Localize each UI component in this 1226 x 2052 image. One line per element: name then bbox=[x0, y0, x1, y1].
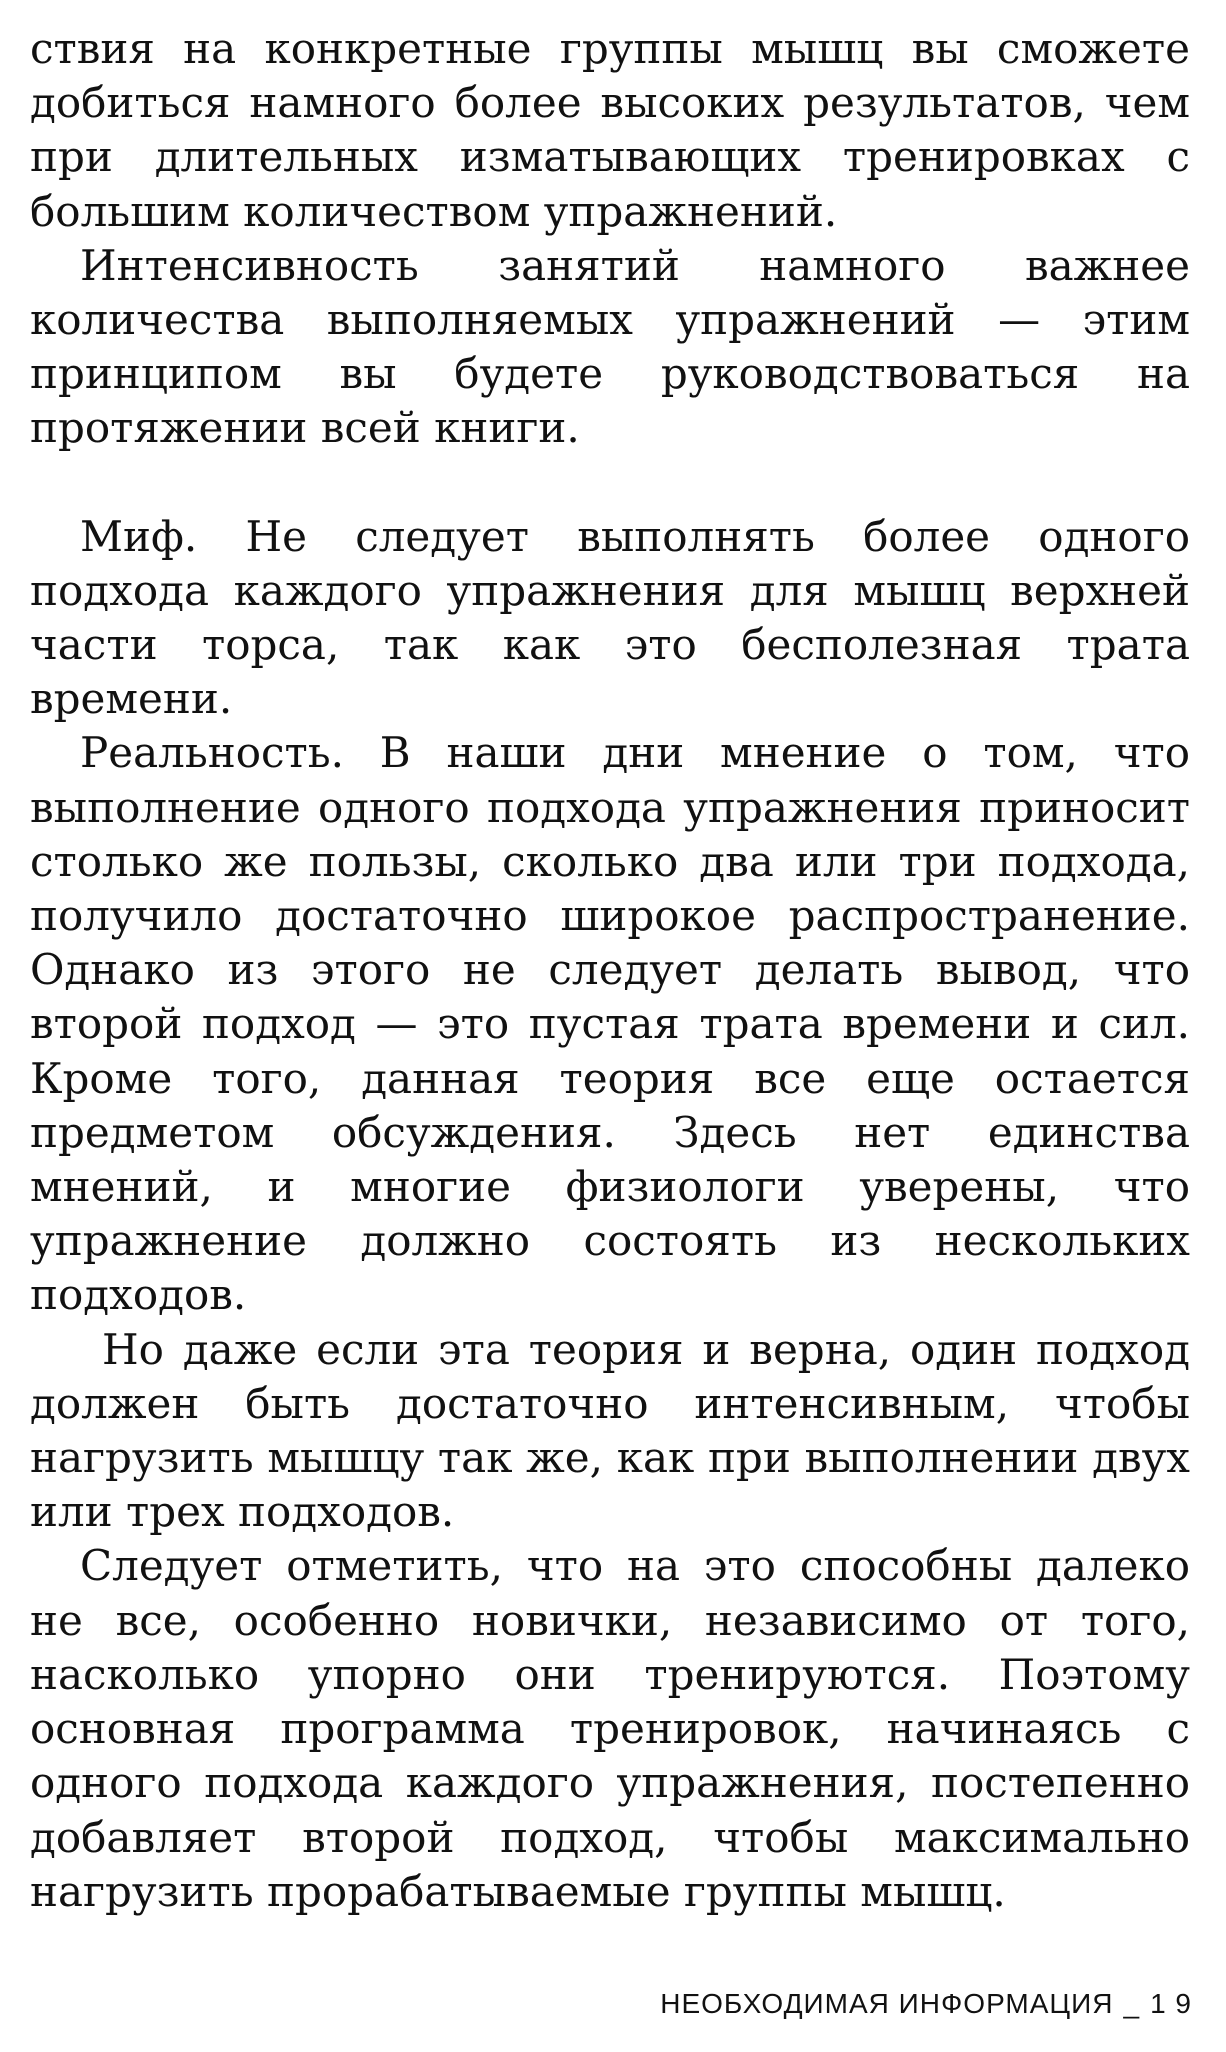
paragraph-myth: Миф. Не следует выполнять более одного подхода каждого упражнения для мышц верхней части торса, так как это бесполезная трата времени. bbox=[30, 511, 1190, 724]
footer-separator: _ bbox=[1123, 1988, 1141, 2019]
page-body bbox=[30, 22, 1190, 1919]
paragraph-note: Следует отметить, что на это способны далеко не все, особенно новички, независимо от того, насколько упорно они тренируются. Поэтому основная программа тренировок, начинаясь с одного подхода каждого упражнения, постепенно добавляет второй подход, чтобы максимально нагрузить прорабатываемые группы мышц. bbox=[30, 1541, 1190, 1916]
page-number: 1 9 bbox=[1150, 1988, 1192, 2019]
footer-section-title: НЕОБХОДИМАЯ ИНФОРМАЦИЯ bbox=[660, 1988, 1114, 2019]
paragraph-even-if: Но даже если эта теория и верна, один подход должен быть достаточно интенсивным, чтобы нагрузить мышцу так же, как при выполнении двух или трех подходов. bbox=[30, 1324, 1190, 1537]
paragraph-intensity: Интенсивность занятий намного важнее количества выполняемых упражнений — этим принципом вы будете руководствоваться на протяжении всей книги. bbox=[30, 240, 1190, 453]
paragraph-continuation: ствия на конкретные группы мышц вы сможете добиться намного более высоких результатов, чем при длительных изматывающих тренировках с большим количеством упражнений. bbox=[30, 24, 1190, 236]
page-footer bbox=[660, 1988, 1192, 2020]
paragraph-reality: Реальность. В наши дни мнение о том, что выполнение одного подхода упражнения приносит столько же пользы, сколько два или три подхода, получило достаточно широкое распространение. Однако из этого не следует делать вывод, что второй подход — это пустая трата времени и сил. Кроме того, данная теория все еще остается предметом обсуждения. Здесь нет единства мнений, и многие физиологи уверены, что упражнение должно состоять из нескольких подходов. bbox=[30, 728, 1190, 1320]
